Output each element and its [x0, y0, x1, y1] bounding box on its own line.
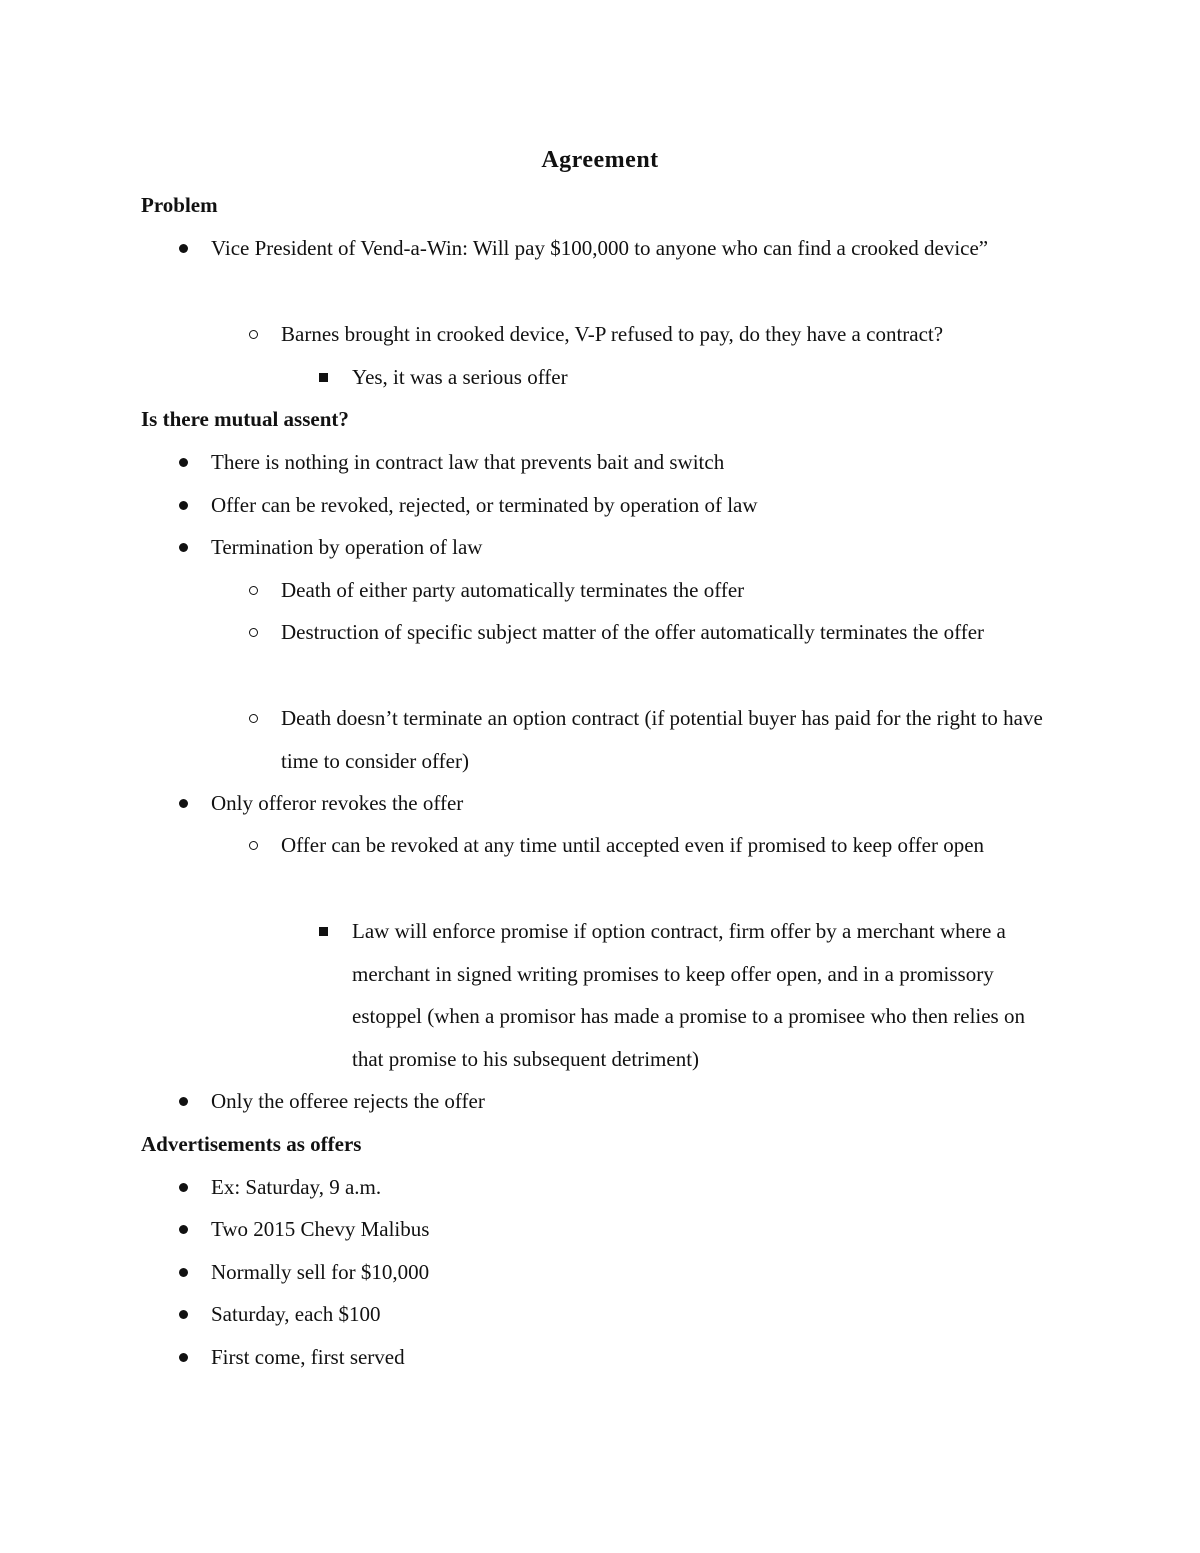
list-item: Death of either party automatically terminates the offer	[281, 578, 745, 602]
list-item: Yes, it was a serious offer	[352, 365, 568, 389]
bullet-dot-icon	[179, 543, 188, 552]
bullet-dot-icon	[179, 1310, 188, 1319]
list-item: Offer can be revoked, rejected, or terminated by operation of law	[211, 493, 758, 517]
list-item: Only offeror revokes the offer	[211, 791, 464, 815]
bullet-dot-icon	[179, 244, 188, 253]
list-item: Only the offeree rejects the offer	[211, 1089, 485, 1113]
bullet-dot-icon	[179, 1225, 188, 1234]
list-item: Termination by operation of law	[211, 535, 483, 559]
bullet-dot-icon	[179, 458, 188, 467]
bullet-circle-icon	[249, 330, 258, 339]
bullet-dot-icon	[179, 1097, 188, 1106]
list-item: Ex: Saturday, 9 a.m.	[211, 1175, 382, 1199]
section-heading-advertisements: Advertisements as offers	[141, 1132, 362, 1156]
bullet-circle-icon	[249, 714, 258, 723]
bullet-circle-icon	[249, 841, 258, 850]
list-item: First come, first served	[211, 1345, 405, 1369]
list-item: Destruction of specific subject matter of the offer automatically terminates the offer	[281, 620, 985, 644]
list-item: Normally sell for $10,000	[211, 1260, 430, 1284]
bullet-dot-icon	[179, 1268, 188, 1277]
section-heading-problem: Problem	[141, 193, 218, 217]
bullet-dot-icon	[179, 799, 188, 808]
section-heading-mutual-assent: Is there mutual assent?	[141, 407, 349, 431]
bullet-dot-icon	[179, 1183, 188, 1192]
page-title: Agreement	[541, 147, 659, 173]
bullet-square-icon	[319, 373, 328, 382]
bullet-dot-icon	[179, 1353, 188, 1362]
bullet-circle-icon	[249, 628, 258, 637]
list-item: There is nothing in contract law that prevents bait and switch	[211, 450, 725, 474]
list-item: Saturday, each $100	[211, 1302, 381, 1326]
list-item: Barnes brought in crooked device, V-P refused to pay, do they have a contract?	[281, 322, 944, 346]
bullet-dot-icon	[179, 501, 188, 510]
list-item: Offer can be revoked at any time until accepted even if promised to keep offer open	[281, 833, 985, 857]
bullet-square-icon	[319, 927, 328, 936]
bullet-circle-icon	[249, 586, 258, 595]
list-item: Two 2015 Chevy Malibus	[211, 1217, 430, 1241]
list-item: Law will enforce promise if option contract, firm offer by a merchant where a merchant in signed writing promises to keep offer open, and in a promissory estoppel (when a promisor has made a promise to a promisee who then relies on that promise to his subsequent detriment)	[352, 919, 1025, 1071]
list-item: Vice President of Vend-a-Win: Will pay $100,000 to anyone who can find a crooked device”	[211, 236, 989, 260]
list-item: Death doesn’t terminate an option contract (if potential buyer has paid for the right to have time to consider offer)	[281, 706, 1043, 773]
